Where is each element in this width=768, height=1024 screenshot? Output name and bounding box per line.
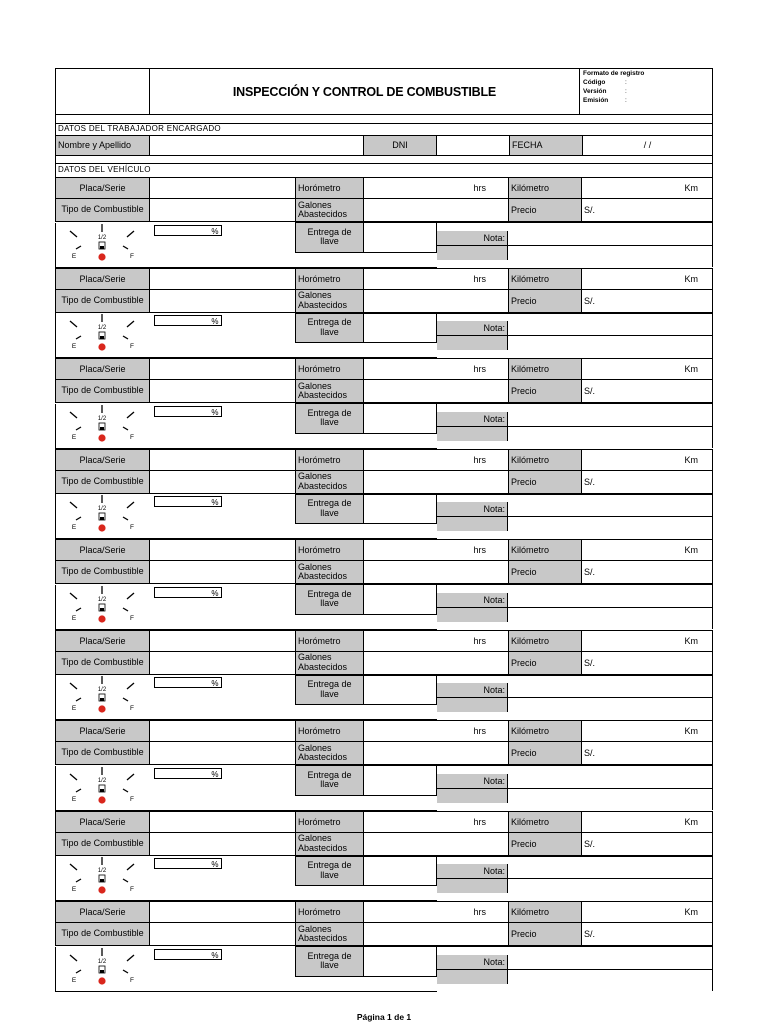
gauge-half-label: 1/2 bbox=[97, 234, 107, 241]
gauge-full-label: F bbox=[130, 252, 134, 260]
gallons-field[interactable] bbox=[364, 923, 509, 946]
note-line-2[interactable] bbox=[508, 427, 712, 441]
note-line-2[interactable] bbox=[508, 517, 712, 531]
fuel-gauge-icon bbox=[56, 675, 148, 717]
hourmeter-label: Horómetro bbox=[296, 359, 364, 380]
price-label: Precio bbox=[509, 561, 582, 584]
gauge-empty-label: E bbox=[71, 252, 77, 260]
gauge-full-label: F bbox=[130, 433, 134, 441]
gauge-half-label: 1/2 bbox=[97, 506, 107, 512]
fuel-gauge bbox=[56, 856, 150, 901]
gauge-empty-label: E bbox=[71, 343, 77, 350]
gallons-label: Galones Abastecidos bbox=[296, 380, 364, 403]
note-area bbox=[437, 313, 713, 358]
vehicle-block bbox=[55, 177, 713, 222]
currency-symbol: S/. bbox=[584, 386, 596, 396]
gallons-field[interactable] bbox=[364, 651, 509, 674]
gallons-label: Galones Abastecidos bbox=[296, 832, 364, 855]
km-label: Kilómetro bbox=[509, 811, 582, 832]
currency-symbol: S/. bbox=[584, 838, 596, 849]
key-delivery-label: Entrega de llave bbox=[296, 947, 364, 977]
price-label: Precio bbox=[509, 199, 582, 222]
km-label: Kilómetro bbox=[509, 721, 582, 742]
gauge-full-label: F bbox=[130, 614, 134, 622]
meta-issue-row: Emisión : bbox=[583, 97, 627, 104]
km-field[interactable] bbox=[582, 630, 713, 651]
fuel-type-label: Tipo de Combustible bbox=[56, 199, 150, 222]
km-field[interactable] bbox=[582, 178, 713, 199]
price-label: Precio bbox=[509, 651, 582, 674]
plate-field[interactable] bbox=[150, 268, 296, 289]
hourmeter-field[interactable] bbox=[364, 359, 509, 380]
note-label: Nota: bbox=[437, 231, 508, 245]
vehicle-block bbox=[55, 358, 713, 403]
km-unit: Km bbox=[684, 726, 698, 736]
gauge-half-label: 1/2 bbox=[97, 687, 107, 693]
note-line-2[interactable] bbox=[508, 246, 712, 260]
gauge-half-label: 1/2 bbox=[97, 415, 107, 422]
fuel-type-label: Tipo de Combustible bbox=[56, 651, 150, 674]
fuel-gauge-icon bbox=[56, 947, 148, 989]
hrs-unit: hrs bbox=[473, 273, 486, 284]
fuel-type-field[interactable] bbox=[150, 832, 296, 855]
currency-symbol: S/. bbox=[584, 295, 596, 306]
km-unit: Km bbox=[684, 183, 698, 193]
fuel-type-field[interactable] bbox=[150, 923, 296, 946]
gallons-field[interactable] bbox=[364, 561, 509, 584]
format-title: Formato de registro bbox=[583, 70, 645, 77]
gauge-empty-label: E bbox=[71, 795, 77, 803]
key-delivery-label: Entrega de llave bbox=[296, 404, 364, 434]
percent-field[interactable]: % bbox=[154, 587, 222, 598]
gallons-label: Galones Abastecidos bbox=[296, 289, 364, 312]
fuel-type-label: Tipo de Combustible bbox=[56, 561, 150, 584]
plate-label: Placa/Serie bbox=[56, 268, 150, 289]
fuel-gauge bbox=[56, 947, 150, 992]
km-field[interactable] bbox=[582, 721, 713, 742]
note-area bbox=[437, 494, 713, 539]
km-label: Kilómetro bbox=[509, 540, 582, 561]
km-label: Kilómetro bbox=[509, 902, 582, 923]
vehicle-block bbox=[55, 720, 713, 765]
fuel-type-field[interactable] bbox=[150, 742, 296, 765]
currency-symbol: S/. bbox=[584, 205, 596, 215]
note-label: Nota: bbox=[437, 502, 508, 516]
vehicle-block bbox=[55, 268, 713, 313]
fuel-type-field[interactable] bbox=[150, 289, 296, 312]
plate-field[interactable] bbox=[150, 630, 296, 651]
gauge-empty-label: E bbox=[71, 433, 77, 441]
key-delivery-label: Entrega de llave bbox=[296, 585, 364, 615]
currency-symbol: S/. bbox=[584, 929, 596, 939]
fuel-type-label: Tipo de Combustible bbox=[56, 470, 150, 493]
key-delivery-label: Entrega de llave bbox=[296, 223, 364, 253]
plate-field[interactable] bbox=[150, 449, 296, 470]
key-delivery-label: Entrega de llave bbox=[296, 494, 364, 524]
gauge-full-label: F bbox=[130, 343, 134, 350]
vehicle-block-lower bbox=[55, 403, 713, 449]
hrs-unit: hrs bbox=[473, 364, 486, 374]
note-line-1[interactable] bbox=[508, 955, 712, 969]
key-delivery-field[interactable] bbox=[364, 675, 437, 705]
plate-field[interactable] bbox=[150, 721, 296, 742]
note-line-1[interactable] bbox=[508, 502, 712, 516]
note-area bbox=[437, 947, 713, 992]
plate-label: Placa/Serie bbox=[56, 178, 150, 199]
gauge-half-label: 1/2 bbox=[97, 958, 107, 965]
percent-area bbox=[150, 766, 296, 811]
vehicle-block bbox=[55, 811, 713, 856]
key-delivery-field[interactable] bbox=[364, 766, 437, 796]
note-label: Nota: bbox=[437, 774, 508, 788]
note-area bbox=[437, 585, 713, 630]
vehicle-block-lower bbox=[55, 313, 713, 359]
fuel-gauge-icon bbox=[56, 494, 148, 536]
worker-table bbox=[55, 115, 713, 177]
plate-field[interactable] bbox=[150, 178, 296, 199]
hourmeter-field[interactable] bbox=[364, 449, 509, 470]
name-field[interactable] bbox=[150, 135, 364, 155]
dni-field[interactable] bbox=[437, 135, 510, 155]
date-field[interactable]: / / bbox=[583, 135, 713, 155]
gallons-label: Galones Abastecidos bbox=[296, 470, 364, 493]
hourmeter-label: Horómetro bbox=[296, 449, 364, 470]
plate-label: Placa/Serie bbox=[56, 902, 150, 923]
key-delivery-field[interactable] bbox=[364, 404, 437, 434]
note-line-2[interactable] bbox=[508, 970, 712, 984]
plate-label: Placa/Serie bbox=[56, 540, 150, 561]
currency-symbol: S/. bbox=[584, 657, 596, 668]
note-line-1[interactable] bbox=[508, 412, 712, 426]
fuel-gauge-icon bbox=[56, 404, 148, 446]
hourmeter-label: Horómetro bbox=[296, 178, 364, 199]
gauge-full-label: F bbox=[130, 886, 134, 893]
gallons-label: Galones Abastecidos bbox=[296, 561, 364, 584]
gauge-full-label: F bbox=[130, 795, 134, 803]
km-unit: Km bbox=[684, 635, 698, 646]
note-line-2[interactable] bbox=[508, 789, 712, 803]
fuel-gauge bbox=[56, 675, 150, 720]
km-label: Kilómetro bbox=[509, 449, 582, 470]
percent-area bbox=[150, 675, 296, 720]
currency-symbol: S/. bbox=[584, 748, 596, 758]
plate-label: Placa/Serie bbox=[56, 359, 150, 380]
gauge-half-label: 1/2 bbox=[97, 596, 107, 603]
km-field[interactable] bbox=[582, 811, 713, 832]
km-field[interactable] bbox=[582, 902, 713, 923]
gauge-empty-label: E bbox=[71, 524, 77, 531]
gauge-empty-label: E bbox=[71, 886, 77, 893]
vehicle-block bbox=[55, 449, 713, 494]
hrs-unit: hrs bbox=[473, 726, 486, 736]
vehicle-blocks bbox=[55, 177, 712, 992]
fuel-gauge-icon bbox=[56, 585, 148, 627]
km-field[interactable] bbox=[582, 268, 713, 289]
vehicle-block-lower bbox=[55, 675, 713, 721]
gauge-half-label: 1/2 bbox=[97, 868, 107, 874]
hourmeter-field[interactable] bbox=[364, 630, 509, 651]
key-delivery-field[interactable] bbox=[364, 313, 437, 343]
percent-area bbox=[150, 585, 296, 630]
percent-field[interactable]: % bbox=[154, 496, 222, 507]
hourmeter-field[interactable] bbox=[364, 268, 509, 289]
vehicle-block-lower bbox=[55, 856, 713, 902]
km-unit: Km bbox=[684, 364, 698, 374]
price-field[interactable] bbox=[582, 923, 713, 946]
currency-symbol: S/. bbox=[584, 476, 596, 487]
key-delivery-field[interactable] bbox=[364, 585, 437, 615]
km-unit: Km bbox=[684, 545, 698, 555]
key-delivery-label: Entrega de llave bbox=[296, 313, 364, 343]
form-title: INSPECCIÓN Y CONTROL DE COMBUSTIBLE bbox=[150, 69, 580, 115]
fuel-gauge-icon bbox=[56, 766, 148, 808]
gauge-empty-label: E bbox=[71, 614, 77, 622]
key-delivery-field[interactable] bbox=[364, 856, 437, 886]
price-field[interactable] bbox=[582, 561, 713, 584]
price-label: Precio bbox=[509, 470, 582, 493]
fuel-type-label: Tipo de Combustible bbox=[56, 380, 150, 403]
hourmeter-label: Horómetro bbox=[296, 721, 364, 742]
note-line-1[interactable] bbox=[508, 231, 712, 245]
note-label: Nota: bbox=[437, 321, 508, 335]
note-label: Nota: bbox=[437, 955, 508, 969]
fuel-gauge-icon bbox=[56, 856, 148, 898]
note-label: Nota: bbox=[437, 412, 508, 426]
key-delivery-field[interactable] bbox=[364, 494, 437, 524]
gallons-field[interactable] bbox=[364, 832, 509, 855]
price-label: Precio bbox=[509, 832, 582, 855]
format-meta-box bbox=[580, 69, 713, 115]
logo-placeholder bbox=[56, 69, 150, 115]
fuel-gauge bbox=[56, 223, 150, 268]
price-label: Precio bbox=[509, 289, 582, 312]
fuel-gauge bbox=[56, 494, 150, 539]
note-label: Nota: bbox=[437, 593, 508, 607]
vehicle-block-lower bbox=[55, 765, 713, 811]
gallons-label: Galones Abastecidos bbox=[296, 199, 364, 222]
price-field[interactable] bbox=[582, 651, 713, 674]
vehicle-block bbox=[55, 539, 713, 584]
gallons-field[interactable] bbox=[364, 199, 509, 222]
hourmeter-field[interactable] bbox=[364, 902, 509, 923]
percent-area bbox=[150, 313, 296, 358]
note-area bbox=[437, 223, 713, 268]
gallons-label: Galones Abastecidos bbox=[296, 742, 364, 765]
hourmeter-label: Horómetro bbox=[296, 902, 364, 923]
key-delivery-field[interactable] bbox=[364, 947, 437, 977]
hrs-unit: hrs bbox=[473, 454, 486, 465]
km-field[interactable] bbox=[582, 359, 713, 380]
hrs-unit: hrs bbox=[473, 816, 486, 827]
page-number: Página 1 de 1 bbox=[356, 1012, 412, 1022]
note-line-2[interactable] bbox=[508, 698, 712, 712]
fuel-gauge bbox=[56, 585, 150, 630]
note-line-2[interactable] bbox=[508, 608, 712, 622]
meta-version-row: Versión : bbox=[583, 88, 627, 95]
key-delivery-label: Entrega de llave bbox=[296, 766, 364, 796]
hourmeter-label: Horómetro bbox=[296, 811, 364, 832]
price-field[interactable] bbox=[582, 289, 713, 312]
gauge-empty-label: E bbox=[71, 976, 77, 984]
km-label: Kilómetro bbox=[509, 359, 582, 380]
price-field[interactable] bbox=[582, 380, 713, 403]
note-line-2[interactable] bbox=[508, 879, 712, 893]
date-label: FECHA bbox=[510, 135, 583, 155]
vehicle-block bbox=[55, 630, 713, 675]
worker-section-title: DATOS DEL TRABAJADOR ENCARGADO bbox=[56, 123, 713, 135]
key-delivery-field[interactable] bbox=[364, 223, 437, 253]
km-label: Kilómetro bbox=[509, 630, 582, 651]
note-line-1[interactable] bbox=[508, 683, 712, 697]
price-field[interactable] bbox=[582, 742, 713, 765]
fuel-type-field[interactable] bbox=[150, 651, 296, 674]
plate-field[interactable] bbox=[150, 811, 296, 832]
price-label: Precio bbox=[509, 742, 582, 765]
percent-area bbox=[150, 494, 296, 539]
hourmeter-field[interactable] bbox=[364, 811, 509, 832]
gallons-label: Galones Abastecidos bbox=[296, 651, 364, 674]
form-header-table bbox=[55, 68, 713, 115]
percent-field[interactable]: % bbox=[154, 768, 222, 779]
inspection-form-sheet bbox=[55, 68, 712, 992]
price-field[interactable] bbox=[582, 470, 713, 493]
plate-label: Placa/Serie bbox=[56, 449, 150, 470]
price-label: Precio bbox=[509, 380, 582, 403]
percent-field[interactable]: % bbox=[154, 858, 222, 869]
hourmeter-field[interactable] bbox=[364, 540, 509, 561]
price-field[interactable] bbox=[582, 199, 713, 222]
note-line-1[interactable] bbox=[508, 321, 712, 335]
percent-area bbox=[150, 223, 296, 268]
fuel-type-field[interactable] bbox=[150, 199, 296, 222]
hourmeter-label: Horómetro bbox=[296, 268, 364, 289]
plate-label: Placa/Serie bbox=[56, 811, 150, 832]
gallons-field[interactable] bbox=[364, 289, 509, 312]
percent-area bbox=[150, 404, 296, 449]
percent-area bbox=[150, 947, 296, 992]
fuel-type-field[interactable] bbox=[150, 470, 296, 493]
hourmeter-label: Horómetro bbox=[296, 540, 364, 561]
plate-field[interactable] bbox=[150, 902, 296, 923]
plate-field[interactable] bbox=[150, 540, 296, 561]
vehicle-section-title: DATOS DEL VEHÍCULO bbox=[56, 163, 713, 177]
price-field[interactable] bbox=[582, 832, 713, 855]
percent-field[interactable]: % bbox=[154, 949, 222, 960]
hourmeter-field[interactable] bbox=[364, 178, 509, 199]
note-line-2[interactable] bbox=[508, 336, 712, 350]
fuel-gauge-icon bbox=[56, 313, 148, 355]
gauge-full-label: F bbox=[130, 524, 134, 531]
vehicle-block-lower bbox=[55, 946, 713, 992]
km-unit: Km bbox=[684, 454, 698, 465]
hrs-unit: hrs bbox=[473, 635, 486, 646]
percent-field[interactable]: % bbox=[154, 315, 222, 326]
fuel-type-field[interactable] bbox=[150, 561, 296, 584]
fuel-gauge bbox=[56, 313, 150, 358]
hrs-unit: hrs bbox=[473, 545, 486, 555]
note-area bbox=[437, 675, 713, 720]
vehicle-block-lower bbox=[55, 584, 713, 630]
gallons-field[interactable] bbox=[364, 470, 509, 493]
name-label: Nombre y Apellido bbox=[56, 135, 150, 155]
hourmeter-label: Horómetro bbox=[296, 630, 364, 651]
gauge-half-label: 1/2 bbox=[97, 777, 107, 784]
hourmeter-field[interactable] bbox=[364, 721, 509, 742]
gauge-empty-label: E bbox=[71, 705, 77, 712]
km-label: Kilómetro bbox=[509, 178, 582, 199]
plate-field[interactable] bbox=[150, 359, 296, 380]
fuel-type-label: Tipo de Combustible bbox=[56, 742, 150, 765]
km-unit: Km bbox=[684, 273, 698, 284]
km-unit: Km bbox=[684, 816, 698, 827]
gallons-field[interactable] bbox=[364, 380, 509, 403]
note-area bbox=[437, 404, 713, 449]
km-label: Kilómetro bbox=[509, 268, 582, 289]
km-field[interactable] bbox=[582, 449, 713, 470]
percent-field[interactable]: % bbox=[154, 406, 222, 417]
note-label: Nota: bbox=[437, 683, 508, 697]
fuel-type-label: Tipo de Combustible bbox=[56, 923, 150, 946]
meta-code-row: Código : bbox=[583, 79, 627, 86]
key-delivery-label: Entrega de llave bbox=[296, 675, 364, 705]
price-label: Precio bbox=[509, 923, 582, 946]
note-line-1[interactable] bbox=[508, 774, 712, 788]
vehicle-block-lower bbox=[55, 494, 713, 540]
plate-label: Placa/Serie bbox=[56, 721, 150, 742]
dni-label: DNI bbox=[364, 135, 437, 155]
fuel-type-label: Tipo de Combustible bbox=[56, 289, 150, 312]
gauge-full-label: F bbox=[130, 976, 134, 984]
note-label: Nota: bbox=[437, 864, 508, 878]
fuel-gauge bbox=[56, 404, 150, 449]
note-line-1[interactable] bbox=[508, 593, 712, 607]
vehicle-block-lower bbox=[55, 222, 713, 268]
gauge-half-label: 1/2 bbox=[97, 325, 107, 331]
km-unit: Km bbox=[684, 907, 698, 917]
note-area bbox=[437, 856, 713, 901]
plate-label: Placa/Serie bbox=[56, 630, 150, 651]
currency-symbol: S/. bbox=[584, 567, 596, 577]
key-delivery-label: Entrega de llave bbox=[296, 856, 364, 886]
hrs-unit: hrs bbox=[473, 907, 486, 917]
hrs-unit: hrs bbox=[473, 183, 486, 193]
gallons-label: Galones Abastecidos bbox=[296, 923, 364, 946]
vehicle-block bbox=[55, 901, 713, 946]
note-line-1[interactable] bbox=[508, 864, 712, 878]
fuel-gauge bbox=[56, 766, 150, 811]
note-area bbox=[437, 766, 713, 811]
gallons-field[interactable] bbox=[364, 742, 509, 765]
percent-field[interactable]: % bbox=[154, 677, 222, 688]
km-field[interactable] bbox=[582, 540, 713, 561]
percent-field[interactable]: % bbox=[154, 225, 222, 236]
percent-area bbox=[150, 856, 296, 901]
fuel-gauge-icon bbox=[56, 223, 148, 265]
gauge-full-label: F bbox=[130, 705, 134, 712]
fuel-type-field[interactable] bbox=[150, 380, 296, 403]
fuel-type-label: Tipo de Combustible bbox=[56, 832, 150, 855]
